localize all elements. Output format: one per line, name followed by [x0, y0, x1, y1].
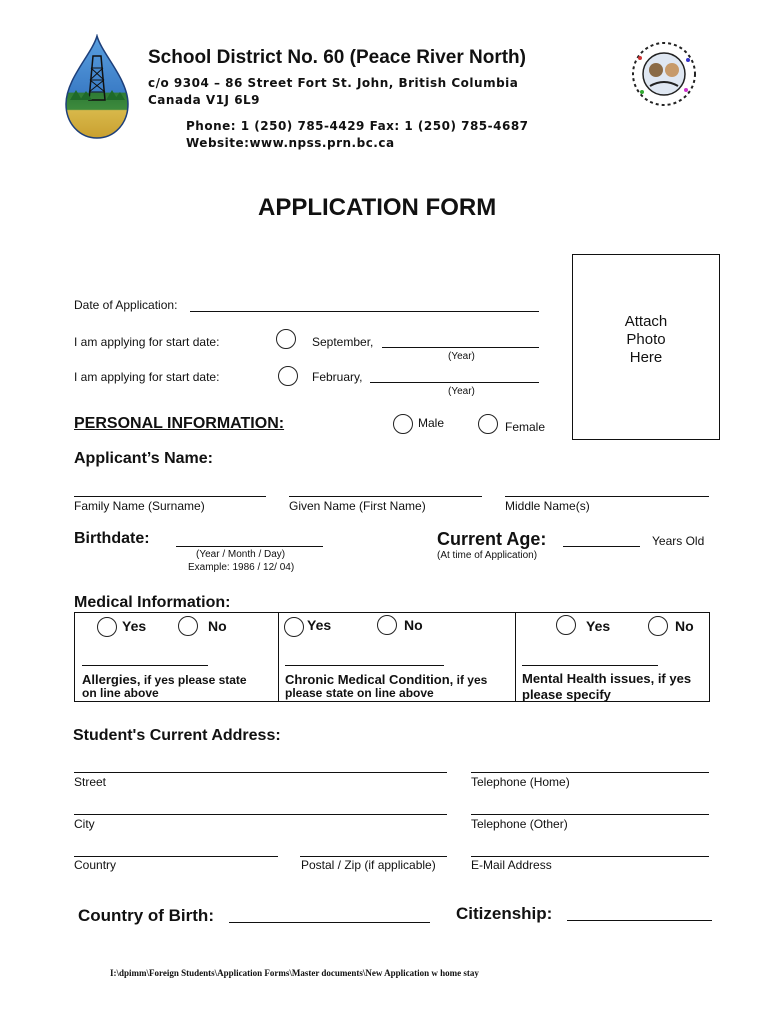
allergies-yes-radio[interactable]	[97, 617, 117, 637]
telephone-other-field[interactable]	[471, 814, 709, 815]
chronic-no-label: No	[404, 617, 423, 633]
female-label: Female	[505, 420, 546, 434]
phone-fax: Phone: 1 (250) 785-4429 Fax: 1 (250) 785-4687	[186, 119, 529, 133]
mental-yes-radio[interactable]	[556, 615, 576, 635]
year-caption-2: (Year)	[448, 386, 475, 397]
february-year-field[interactable]	[370, 382, 539, 383]
form-title: APPLICATION FORM	[258, 194, 497, 221]
allergies-field[interactable]	[82, 665, 208, 666]
current-age-note: (At time of Application)	[437, 550, 538, 561]
february-radio[interactable]	[278, 366, 298, 386]
country-of-birth-field[interactable]	[229, 922, 430, 923]
medical-divider-2	[515, 612, 516, 702]
current-age-label: Current Age:	[437, 529, 547, 549]
mental-no-label: No	[675, 618, 694, 634]
september-label: September,	[312, 335, 374, 349]
date-of-application-label: Date of Application:	[74, 298, 178, 312]
street-label: Street	[74, 775, 107, 789]
photo-label-3: Here	[629, 349, 663, 366]
chronic-field[interactable]	[285, 665, 444, 666]
start-date-label-1: I am applying for start date:	[74, 335, 220, 349]
given-name-label: Given Name (First Name)	[289, 499, 426, 513]
chronic-label-line2: please state on line above	[285, 686, 434, 700]
birthdate-field[interactable]	[176, 546, 323, 547]
year-caption-1: (Year)	[448, 351, 475, 362]
chronic-yes-label: Yes	[307, 617, 332, 633]
district-logo	[62, 34, 132, 140]
footer-file-path: I:\dpimm\Foreign Students\Application Forms\Master documents\New Application w home stay	[110, 968, 479, 978]
birthdate-example: Example: 1986 / 12/ 04)	[188, 562, 295, 573]
postal-field[interactable]	[300, 856, 447, 857]
telephone-home-field[interactable]	[471, 772, 709, 773]
family-name-label: Family Name (Surname)	[74, 499, 205, 513]
given-name-field[interactable]	[289, 496, 482, 497]
medical-info-heading: Medical Information:	[74, 594, 231, 611]
mental-label-line2: please specify	[522, 687, 611, 702]
district-address-line2: Canada V1J 6L9	[148, 93, 261, 107]
middle-name-field[interactable]	[505, 496, 709, 497]
allergies-yes-label: Yes	[122, 618, 147, 634]
mental-label: Mental Health issues, if yes	[522, 671, 692, 686]
middle-name-label: Middle Name(s)	[505, 499, 590, 513]
allergies-label-line2: on line above	[82, 686, 159, 700]
postal-label: Postal / Zip (if applicable)	[301, 858, 436, 872]
chronic-rest: if yes	[453, 673, 488, 687]
photo-label-2: Photo	[626, 331, 666, 348]
street-field[interactable]	[74, 772, 447, 773]
city-field[interactable]	[74, 814, 447, 815]
male-label: Male	[418, 416, 445, 430]
allergies-no-label: No	[208, 618, 227, 634]
date-of-application-field[interactable]	[190, 311, 539, 312]
email-label: E-Mail Address	[471, 858, 552, 872]
chronic-title: Chronic Medical Condition,	[285, 672, 454, 687]
allergies-title: Allergies,	[82, 672, 141, 687]
family-name-field[interactable]	[74, 496, 266, 497]
citizenship-label: Citizenship:	[456, 904, 553, 923]
allergies-rest: if yes please state	[140, 673, 247, 687]
chronic-no-radio[interactable]	[377, 615, 397, 635]
address-heading: Student's Current Address:	[73, 727, 281, 744]
telephone-other-label: Telephone (Other)	[471, 817, 568, 831]
chronic-yes-radio[interactable]	[284, 617, 304, 637]
allergies-no-radio[interactable]	[178, 616, 198, 636]
start-date-label-2: I am applying for start date:	[74, 370, 220, 384]
citizenship-field[interactable]	[567, 920, 712, 921]
photo-label-1: Attach	[624, 313, 668, 330]
telephone-home-label: Telephone (Home)	[471, 775, 570, 789]
website: Website:www.npss.prn.bc.ca	[186, 136, 395, 150]
allergies-label	[82, 672, 247, 687]
country-label: Country	[74, 858, 117, 872]
personal-info-heading: PERSONAL INFORMATION:	[74, 415, 285, 432]
school-crest-logo	[628, 38, 700, 110]
male-radio[interactable]	[393, 414, 413, 434]
mental-no-radio[interactable]	[648, 616, 668, 636]
september-year-field[interactable]	[382, 347, 539, 348]
district-address-line1: c/o 9304 – 86 Street Fort St. John, British Columbia	[148, 76, 519, 90]
email-field[interactable]	[471, 856, 709, 857]
current-age-field[interactable]	[563, 546, 640, 547]
birthdate-label: Birthdate:	[74, 530, 150, 547]
country-of-birth-label: Country of Birth:	[78, 906, 214, 925]
country-field[interactable]	[74, 856, 278, 857]
medical-divider-1	[278, 612, 279, 702]
district-name: School District No. 60 (Peace River North)	[148, 47, 526, 68]
chronic-label	[285, 672, 487, 687]
mental-field[interactable]	[522, 665, 658, 666]
september-radio[interactable]	[276, 329, 296, 349]
city-label: City	[74, 817, 95, 831]
applicant-name-heading: Applicant’s Name:	[74, 450, 213, 467]
february-label: February,	[312, 370, 363, 384]
years-old-label: Years Old	[652, 534, 705, 548]
birthdate-format: (Year / Month / Day)	[196, 549, 286, 560]
female-radio[interactable]	[478, 414, 498, 434]
mental-yes-label: Yes	[586, 618, 611, 634]
